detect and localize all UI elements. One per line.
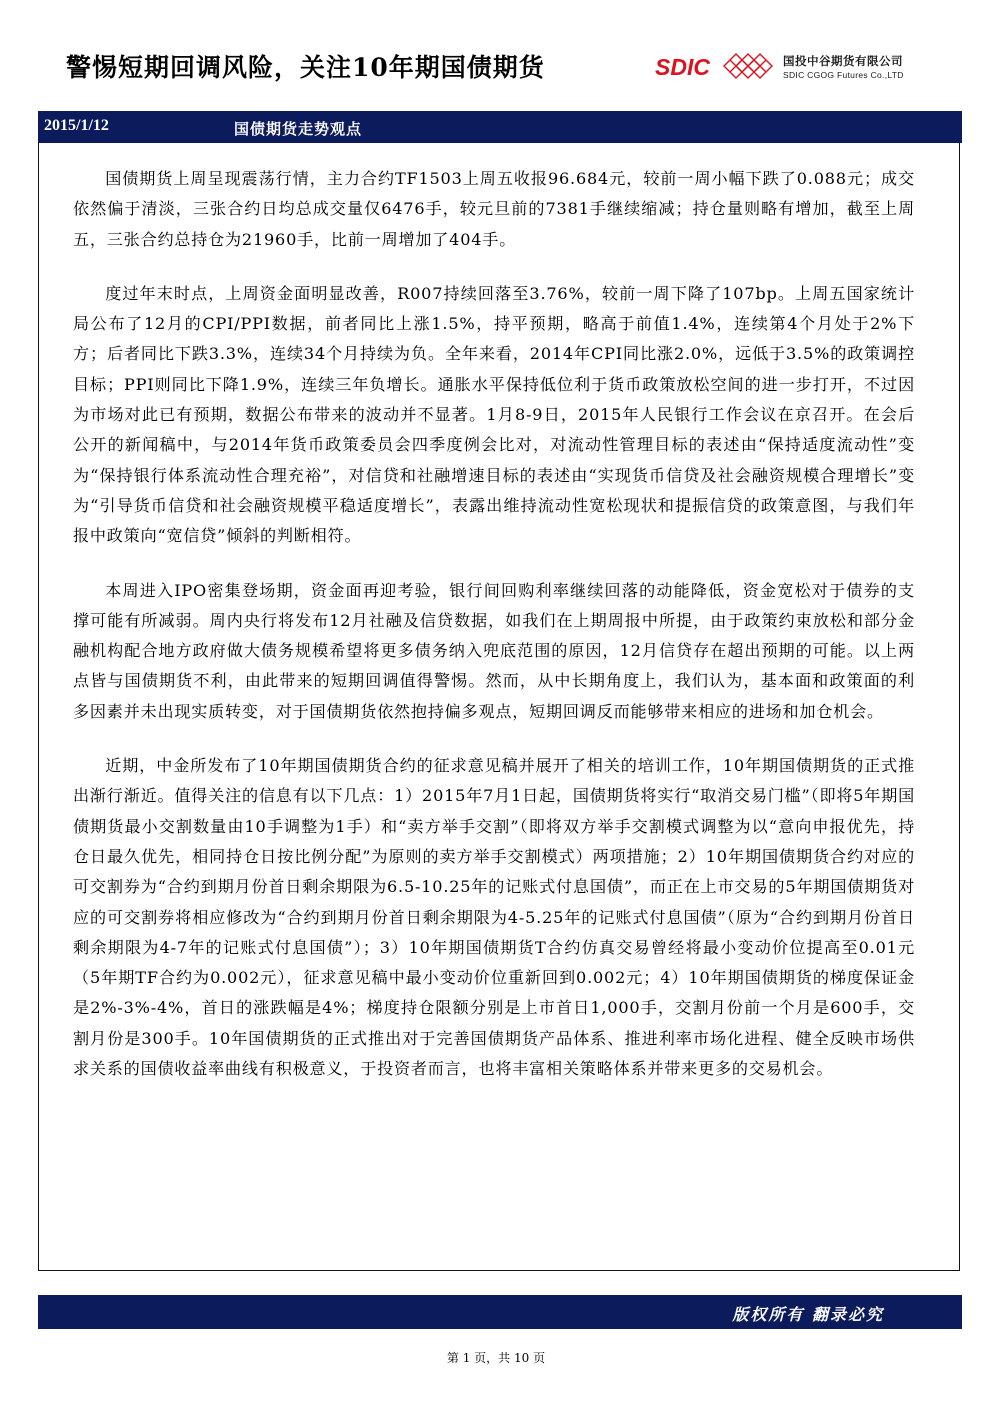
logo-lattice-icon xyxy=(722,52,774,80)
paragraph-4: 近期，中金所发布了10年期国债期货合约的征求意见稿并展开了相关的培训工作，10年期国债期货的正式推出渐行渐近。值得关注的信息有以下几点：1）2015年7月1日起，国债期货将实行“取消交易门槛”（即将5年期国债期货最小交割数量由10手调整为1手）和“卖方举手交割”（即将双方举手交割模式调整为以“意向申报优先，持仓日最久优先，相同持仓日按比例分配”为原则的卖方举手交割模式）两项措施；2）10年期国债期货合约对应的可交割券为“合约到期月份首日剩余期限为6.5-10.25年的记账式付息国债”，而正在上市交易的5年期国债期货对应的可交割券将相应修改为“合约到期月份首日剩余期限为4-5.25年的记账式付息国债”（原为“合约到期月份首日剩余期限为4-7年的记账式付息国债”）；3）10年期国债期货T合约仿真交易曾经将最小变动价位提高至0.01元（5年期TF合约为0.002元），征求意见稿中最小变动价位重新回到0.002元；4）10年期国债期货的梯度保证金是2%-3%-4%，首日的涨跌幅是4%；梯度持仓限额分别是上市首日1,000手，交割月份前一个月是600手，交割月份是300手。10年国债期货的正式推出对于完善国债期货产品体系、推进利率市场化进程、健全反映市场供求关系的国债收益率曲线有积极意义，于投资者而言，也将丰富相关策略体系并带来更多的交易机会。 xyxy=(73,756,915,1079)
section-heading: 国债期货走势观点 xyxy=(234,120,363,138)
company-logo xyxy=(652,52,942,86)
page-header xyxy=(0,0,992,108)
company-name-en: SDIC CGOG Futures Co.,LTD xyxy=(783,70,904,80)
paragraph-1: 国债期货上周呈现震荡行情，主力合约TF1503上周五收报96.684元，较前一周小幅下跌了0.088元；成交依然偏于清淡，三张合约日均总成交量仅6476手，较元旦前的7381手继续缩减；持仓量则略有增加，截至上周五，三张合约总持仓为21960手，比前一周增加了404手。 xyxy=(73,169,915,249)
article-body xyxy=(73,164,915,1108)
company-name-cn: 国投中谷期货有限公司 xyxy=(783,54,903,68)
paragraph-3: 本周进入IPO密集登场期，资金面再迎考验，银行间回购利率继续回落的动能降低，资金宽松对于债券的支撑可能有所减弱。周内央行将发布12月社融及信贷数据，如我们在上期周报中所提，由于政策约束放松和部分金融机构配合地方政府做大债务规模希望将更多债务纳入兜底范围的原因，12月信贷存在超出预期的可能。以上两点皆与国债期货不利，由此带来的短期回调值得警惕。然而，从中长期角度上，我们认为，基本面和政策面的利多因素并未出现实质转变，对于国债期货依然抱持偏多观点，短期回调反而能够带来相应的进场和加仓机会。 xyxy=(73,580,915,721)
footer-bar xyxy=(38,1295,962,1329)
copyright-notice: 版权所有 翻录必究 xyxy=(732,1305,884,1324)
page-number: 第 1 页，共 10 页 xyxy=(446,1351,546,1365)
paragraph-2: 度过年末时点，上周资金面明显改善，R007持续回落至3.76%，较前一周下降了107bp。上周五国家统计局公布了12月的CPI/PPI数据，前者同比上涨1.5%，持平预期，略高于前值1.4%，连续第4个月处于2%下方；后者同比下跌3.3%，连续34个月持续为负。全年来看，2014年CPI同比涨2.0%，远低于3.5%的政策调控目标；PPI则同比下降1.9%，连续三年负增长。通胀水平保持低位利于货币政策放松空间的进一步打开，不过因为市场对此已有预期，数据公布带来的波动并不显著。1月8-9日，2015年人民银行工作会议在京召开。在会后公开的新闻稿中，与2014年货币政策委员会四季度例会比对，对流动性管理目标的表述由“保持适度流动性”变为“保持银行体系流动性合理充裕”，对信贷和社融增速目标的表述由“实现货币信贷及社会融资规模合理增长”变为“引导货币信贷和社会融资规模平稳适度增长”，表露出维持流动性宽松现状和提振信贷的政策意图，与我们年报中政策向“宽信贷”倾斜的判断相符。 xyxy=(73,283,915,546)
logo-wordmark: SDIC xyxy=(655,54,710,80)
report-date: 2015/1/12 xyxy=(44,117,109,134)
title-bar xyxy=(38,111,962,143)
document-title: 警惕短期回调风险，关注10年期国债期货 xyxy=(66,53,545,82)
